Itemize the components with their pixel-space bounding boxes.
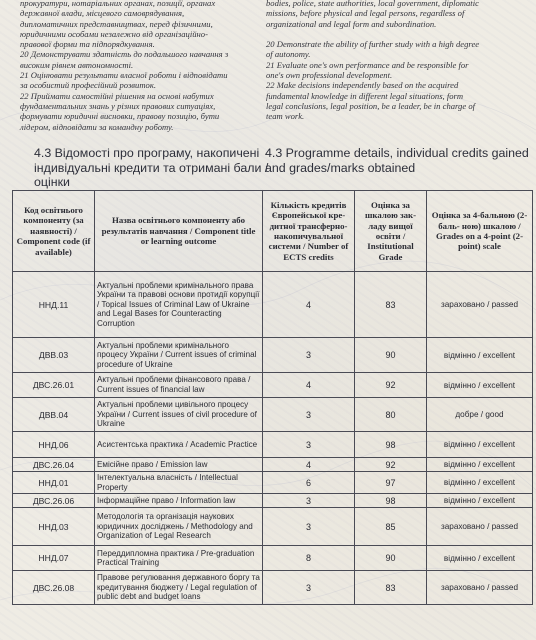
text-line: fundamental knowledge in different legal situations, form [266,90,464,101]
component-title: Актуальні проблеми кримінального права України та правові основи протидії корупції / Topical Issues of Criminal Law of Ukraine and Legal Bases for Counteracting Corruption [95,272,263,338]
text-line: of autonomy. [266,49,311,60]
institutional-grade: 83 [355,272,427,338]
institutional-grade: 98 [355,432,427,458]
ects-credits: 3 [263,571,355,605]
institutional-grade: 92 [355,458,427,472]
component-code: ДВС.26.01 [13,373,95,398]
text-line: 21 Evaluate one's own performance and be responsible for [266,59,469,70]
text-line: формувати юридичні висновки, правову позицію, бути [20,111,220,122]
text-line: missions, before physical and legal persons, regardless of [266,8,465,19]
scale-grade: відмінно / excellent [427,472,533,494]
table-row [13,472,533,494]
table-row [13,338,533,373]
ects-credits: 3 [263,508,355,546]
header-component-title: Назва освітнього компоненту або результатів навчання / Component title or learning outcome [95,191,263,272]
scale-grade: відмінно / excellent [427,546,533,571]
text-line: високим рівнем автономності. [20,59,134,70]
text-line: legal conclusions, legal position, be a leader, be in charge of [266,100,476,111]
ects-credits: 3 [263,338,355,373]
text-line: лідером, відповідати за командну роботу. [20,121,174,132]
component-code: ДВС.26.08 [13,571,95,605]
component-code: ДВВ.03 [13,338,95,373]
competencies-uk [20,0,255,132]
text-line: державної влади, місцевого самоврядування, [20,8,185,19]
table-row [13,373,533,398]
component-code: ДВС.26.04 [13,458,95,472]
text-line [266,29,528,39]
institutional-grade: 83 [355,571,427,605]
scale-grade: добре / good [427,398,533,432]
component-code: ДВВ.04 [13,398,95,432]
table-row [13,398,533,432]
header-institutional-grade: Оцінка за шкалою зак- ладу вищої освіти / Institutional Grade [355,191,427,272]
component-code: ННД.03 [13,508,95,546]
text-line: 21 Оцінювати результати власної роботи і відповідати [20,70,228,81]
ects-credits: 6 [263,472,355,494]
scale-grade: відмінно / excellent [427,432,533,458]
table-header-row [13,191,533,272]
text-line: за особистий професійний розвиток. [20,80,156,91]
component-title: Правове регулювання державного боргу та кредитування бюджету / Legal regulation of public debt and budget loans [95,571,263,605]
component-title: Актуальні проблеми кримінального процесу України / Current issues of criminal procedure of Ukraine [95,338,263,373]
table-row [13,571,533,605]
grades-table [12,190,533,605]
table-row [13,508,533,546]
text-line: 20 Демонструвати здатність до подальшого навчання з [20,49,229,60]
text-line: 22 Приймати самостійні рішення на основі набутих [20,90,214,101]
text-line: дипломатичних представництвах, перед фізичними, [20,18,213,29]
scale-grade: відмінно / excellent [427,458,533,472]
institutional-grade: 80 [355,398,427,432]
component-title: Актуальні проблеми цивільного процесу України / Current issues of civil procedure of Ukraine [95,398,263,432]
ects-credits: 4 [263,373,355,398]
ects-credits: 8 [263,546,355,571]
competencies-en [266,0,528,122]
scale-grade: відмінно / excellent [427,373,533,398]
header-ects-credits: Кількість кредитів Європейської кре- дитної трансферно- накопичувальної системи / Number of ECTS credits [263,191,355,272]
component-title: Інтелектуальна власність / Intellectual Property [95,472,263,494]
component-title: Емісійне право / Emission law [95,458,263,472]
text-line: юридичними особами незалежно від організаційно- [20,28,208,39]
scale-grade: відмінно / excellent [427,494,533,508]
table-row [13,458,533,472]
text-line: 20 Demonstrate the ability of further study with a high degree [266,39,480,50]
component-code: ННД.06 [13,432,95,458]
scale-grade: зараховано / passed [427,508,533,546]
text-line: прокуратури, нотаріальних органах, позиції, органах [20,0,216,8]
component-code: ННД.01 [13,472,95,494]
text-line: one's own professional development. [266,70,393,81]
institutional-grade: 90 [355,338,427,373]
header-point-scale-grade: Оцінка за 4-бальною (2-баль- ною) шкалою / Grades on a 4-point (2-point) scale [427,191,533,272]
scale-grade: зараховано / passed [427,272,533,338]
table-row [13,432,533,458]
component-code: ДВС.26.06 [13,494,95,508]
component-title: Методологія та організація наукових юридичних досліджень / Methodology and Organization of Legal Research [95,508,263,546]
institutional-grade: 97 [355,472,427,494]
text-line: team work. [266,111,305,122]
section-heading-uk: 4.3 Відомості про програму, накопичені індивідуальні кредити та отримані бали / оцінки [34,146,269,189]
text-line: правової форми та підпорядкування. [20,39,155,50]
component-title: Переддипломна практика / Pre-graduation Practical Training [95,546,263,571]
header-component-code: Код освітнього компоненту (за наявності) / Component code (if available) [13,191,95,272]
table-row [13,494,533,508]
ects-credits: 4 [263,458,355,472]
scale-grade: відмінно / excellent [427,338,533,373]
text-line: bodies, police, state authorities, local government, diplomatic [266,0,479,8]
institutional-grade: 90 [355,546,427,571]
institutional-grade: 85 [355,508,427,546]
component-title: Інформаційне право / Information law [95,494,263,508]
institutional-grade: 92 [355,373,427,398]
text-line: organizational and legal form and subordination. [266,18,437,29]
section-heading-en: 4.3 Programme details, individual credits gained and grades/marks obtained [265,146,529,175]
table-row [13,272,533,338]
scale-grade: зараховано / passed [427,571,533,605]
ects-credits: 3 [263,494,355,508]
component-code: ННД.11 [13,272,95,338]
component-title: Актуальні проблеми фінансового права / Current issues of financial law [95,373,263,398]
ects-credits: 3 [263,398,355,432]
text-line: фундаментальних знань у різних правових ситуаціях, [20,100,216,111]
text-line: 22 Make decisions independently based on the acquired [266,80,459,91]
ects-credits: 4 [263,272,355,338]
component-title: Асистентська практика / Academic Practice [95,432,263,458]
table-row [13,546,533,571]
component-code: ННД.07 [13,546,95,571]
institutional-grade: 98 [355,494,427,508]
ects-credits: 3 [263,432,355,458]
